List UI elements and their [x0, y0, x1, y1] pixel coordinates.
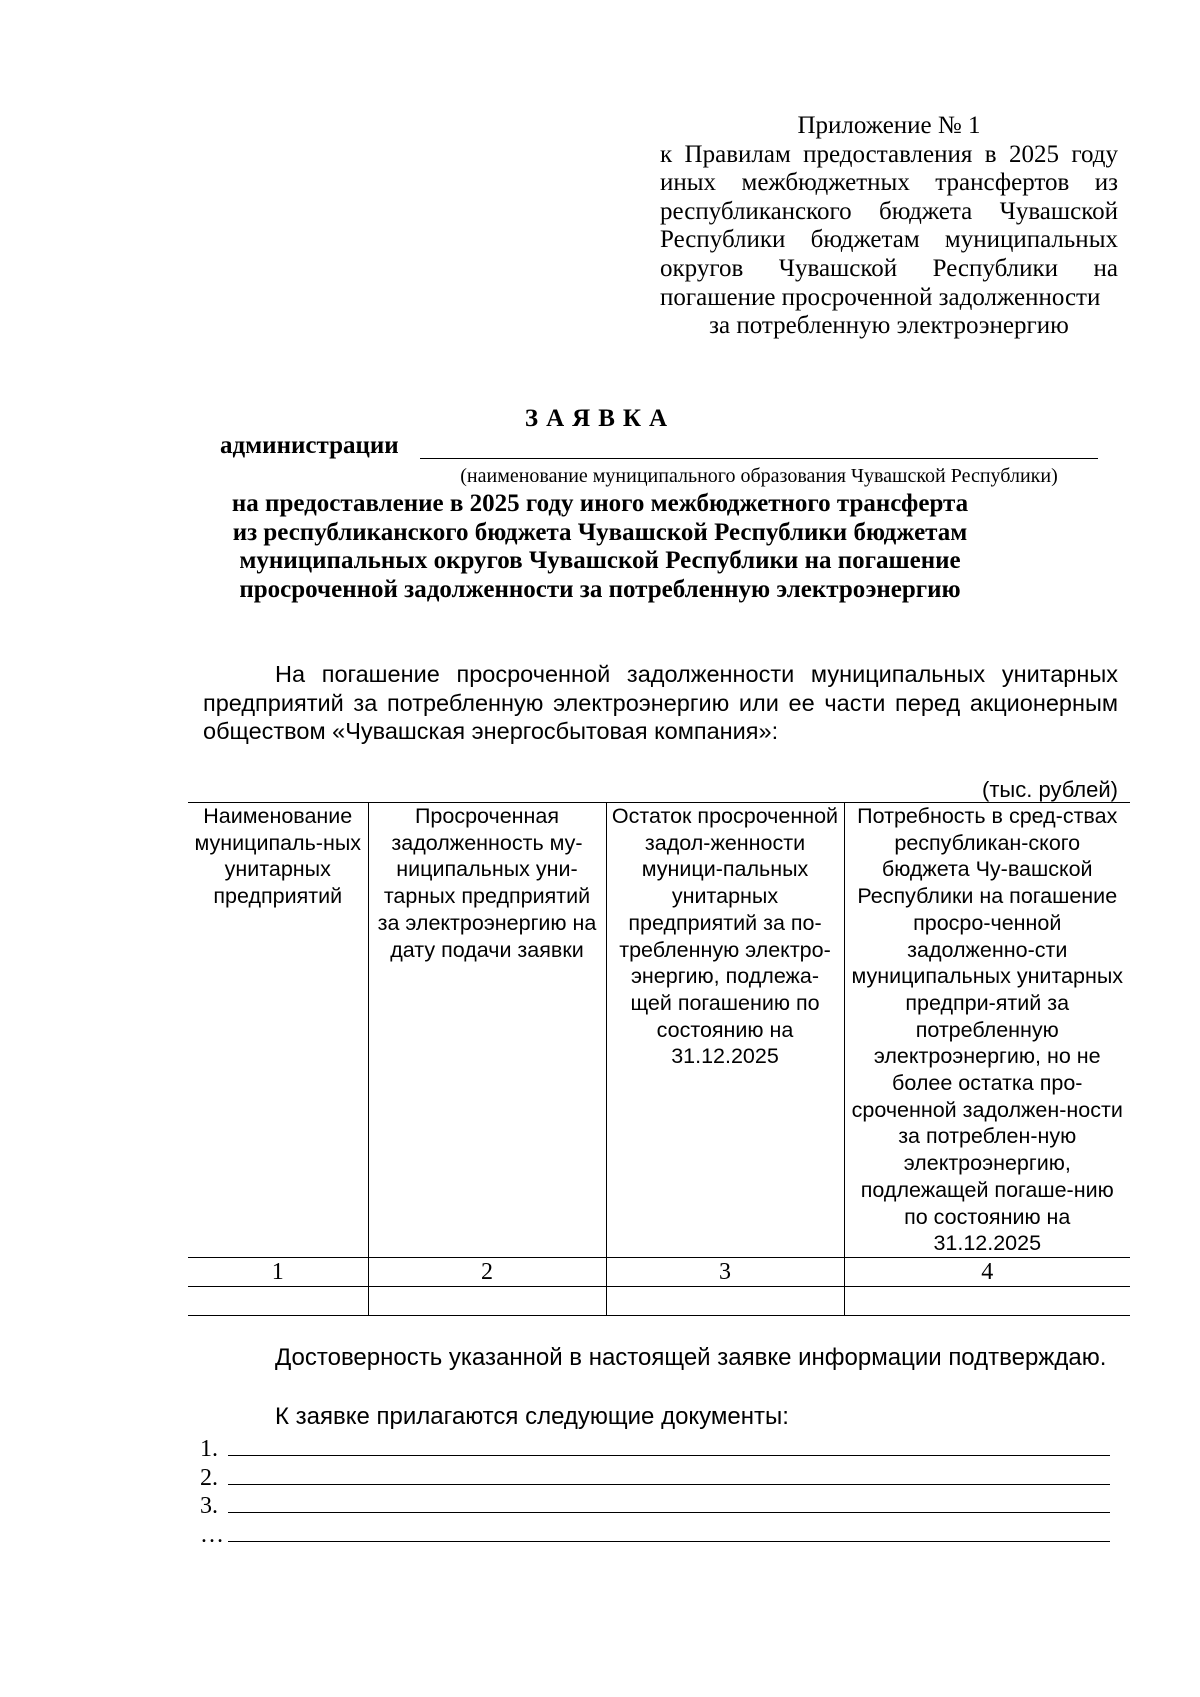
attachments-heading: К заявке прилагаются следующие документы: [275, 1403, 789, 1430]
column-number: 4 [844, 1257, 1130, 1286]
intro-paragraph: На погашение просроченной задолженности муниципальных унитарных предприятий за потребленную электроэнергию или ее части перед акционерным обществом «Чувашская энергосбытовая компания»: [203, 661, 1118, 744]
blank-line[interactable] [228, 1519, 1110, 1542]
confirmation-text: Достоверность указанной в настоящей заявке информации подтверждаю. [275, 1344, 1107, 1371]
admin-name-blank-line [420, 458, 1098, 459]
table-header-row [188, 803, 1130, 1258]
header-enterprise-name: Наименование муниципаль-ных унитарных предприятий [188, 803, 368, 1258]
appendix-body: к Правилам предоставления в 2025 году иных межбюджетных трансфертов из республиканского бюджета Чувашской Республики бюджетам муниципальных округов Чувашской Республики на погашение просроченной задолженности [660, 140, 1118, 311]
table-column-numbers-row [188, 1257, 1130, 1286]
list-marker: 3. [200, 1493, 218, 1519]
blank-line[interactable] [228, 1490, 1110, 1513]
blank-line[interactable] [228, 1433, 1110, 1456]
debt-table [188, 802, 1130, 1316]
table-cell[interactable] [188, 1286, 368, 1315]
list-item [200, 1519, 1110, 1548]
document-title: ЗАЯВКА [524, 405, 676, 432]
list-marker: 2. [200, 1464, 218, 1491]
table-row [188, 1286, 1130, 1315]
request-subject [0, 490, 1200, 604]
appendix-block [660, 112, 1118, 341]
column-number: 3 [606, 1257, 844, 1286]
subject-line: просроченной задолженности за потребленную электроэнергию [239, 575, 961, 603]
blank-line[interactable] [228, 1462, 1110, 1485]
list-item [200, 1462, 1110, 1491]
table-units: (тыс. рублей) [982, 777, 1118, 802]
list-marker: 1. [200, 1436, 218, 1462]
table-cell[interactable] [606, 1286, 844, 1315]
table-cell[interactable] [844, 1286, 1130, 1315]
subject-line: из республиканского бюджета Чувашской Республики бюджетам [232, 518, 968, 546]
header-debt-balance: Остаток просроченной задол-женности муници-пальных унитарных предприятий за по-требленную электро-энергию, подлежа-щей погашению по состоянию на 31.12.2025 [606, 803, 844, 1258]
subject-line: муниципальных округов Чувашской Республики на погашение [239, 547, 961, 574]
admin-label: администрации [220, 432, 399, 459]
admin-name-hint: (наименование муниципального образования Чувашской Республики) [460, 465, 1058, 487]
column-number: 1 [188, 1257, 368, 1286]
subject-line: на предоставление в 2025 году иного межбюджетного трансферта [231, 490, 969, 517]
header-funding-need: Потребность в сред-ствах республикан-ского бюджета Чу-вашской Республики на погашение просро-ченной задолженно-сти муниципальных унитарных предпри-ятий за потребленную электроэнергию, но не более остатка про-сроченной задолжен-ности за потреблен-ную электроэнергию, подлежащей погаше-нию по состоянию на 31.12.2025 [844, 803, 1130, 1258]
column-number: 2 [368, 1257, 606, 1286]
list-item [200, 1490, 1110, 1519]
table-cell[interactable] [368, 1286, 606, 1315]
appendix-tail: за потребленную электроэнергию [709, 312, 1069, 340]
attachments-list [200, 1433, 1110, 1547]
appendix-heading: Приложение № 1 [797, 112, 981, 139]
list-item [200, 1433, 1110, 1462]
header-overdue-debt: Просроченная задолженность му-ниципальных уни-тарных предприятий за электроэнергию на дату подачи заявки [368, 803, 606, 1258]
list-marker: … [200, 1521, 224, 1548]
